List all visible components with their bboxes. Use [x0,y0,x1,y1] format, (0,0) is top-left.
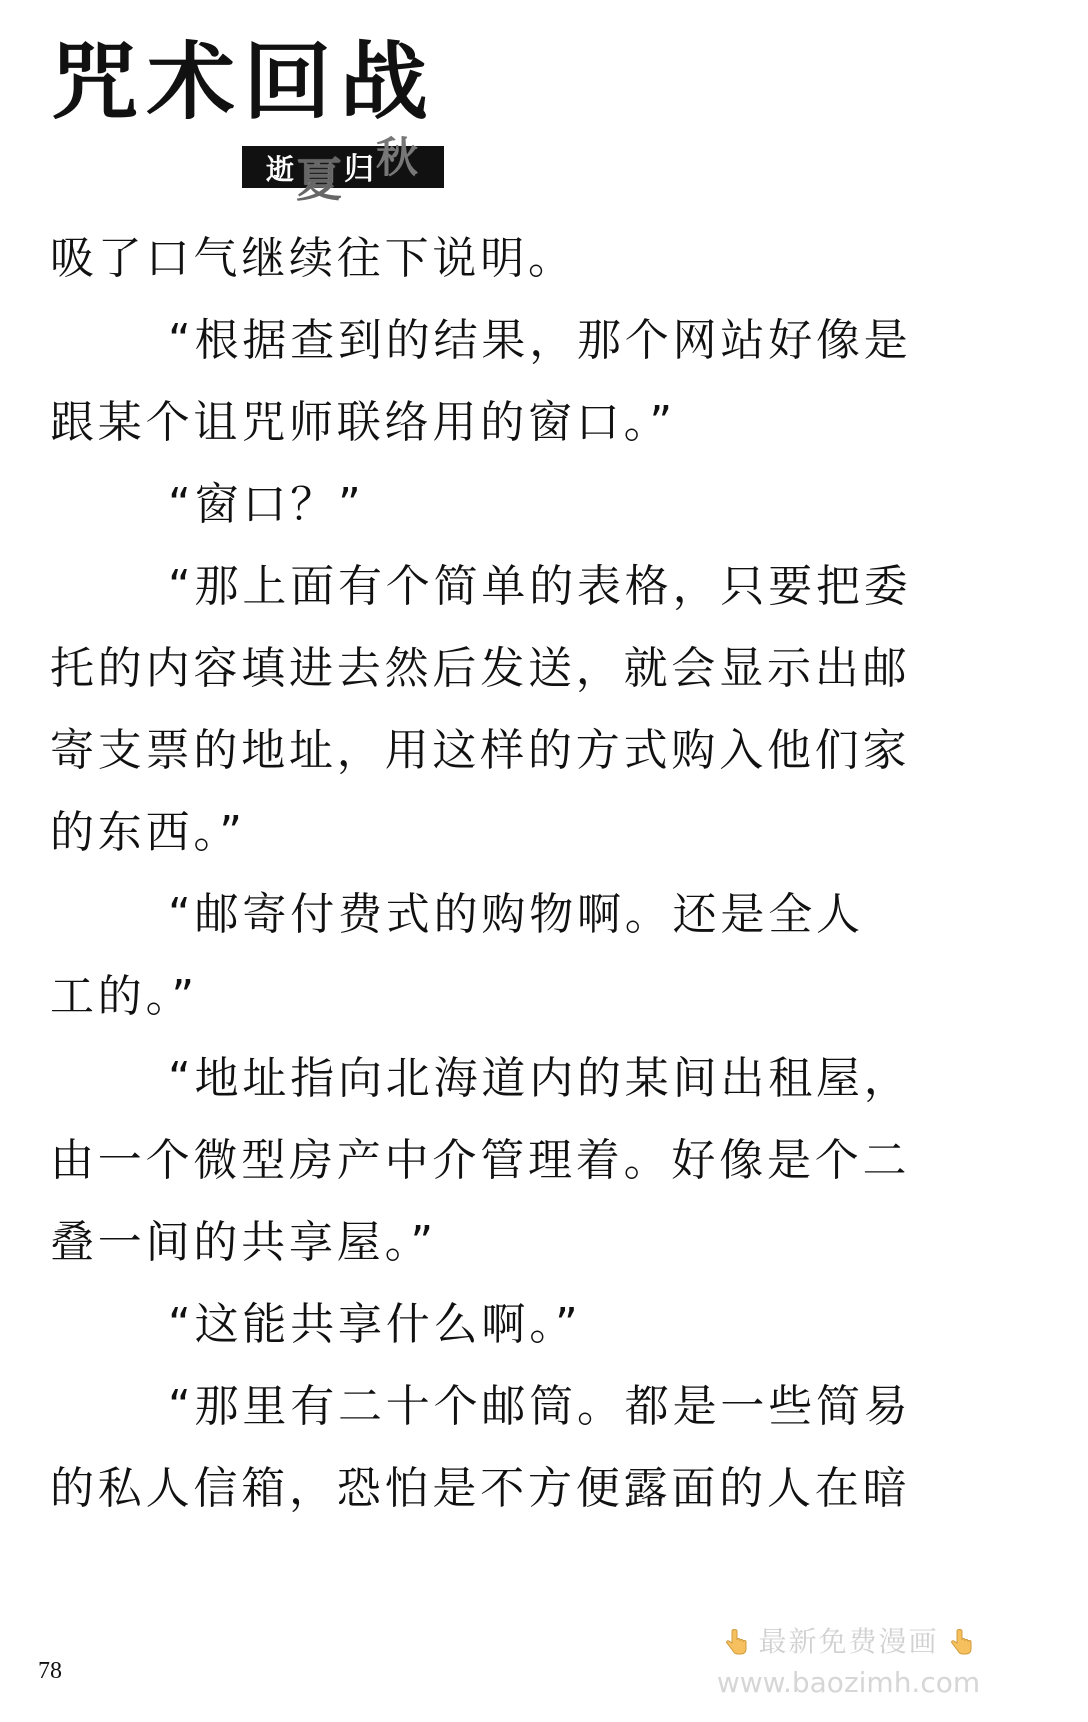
subtitle-char-1: 逝 [266,152,297,186]
text-line: 托的内容填进去然后发送，就会显示出邮 [50,643,911,694]
text-line: “窗口？” [168,479,365,530]
subtitle-char-3: 归 [344,151,377,187]
text-line: 吸了口气继续往下说明。 [50,233,576,284]
text-line: 寄支票的地址，用这样的方式购入他们家 [50,725,911,776]
text-line: “地址指向北海道内的某间出租屋， [168,1053,912,1104]
text-line: “这能共享什么啊。” [168,1299,582,1350]
text-line: “邮寄付费式的购物啊。还是全人 [168,889,864,940]
page-text [50,218,1040,1530]
text-line: “那上面有个简单的表格，只要把委 [168,561,912,612]
watermark-url: www.baozimh.com [716,1666,981,1699]
watermark [706,1620,991,1710]
book-subtitle-logo [242,132,444,207]
text-line: 工的。” [50,971,198,1022]
text-line: 由一个微型房产中介管理着。好像是个二 [50,1135,911,1186]
watermark-line-1 [706,1620,991,1660]
text-line: “那里有二十个邮筒。都是一些简易 [168,1381,912,1432]
page-number: 78 [38,1658,62,1684]
pointing-hand-icon [949,1629,973,1657]
text-line: 的私人信箱，恐怕是不方便露面的人在暗 [50,1463,911,1514]
text-line: 叠一间的共享屋。” [50,1217,437,1268]
subtitle-char-2: 夏 [296,152,345,207]
text-line: 的东西。” [50,807,246,858]
subtitle-char-4: 秋 [376,132,421,182]
pointing-hand-icon [724,1629,748,1657]
text-line: “根据查到的结果，那个网站好像是 [168,315,912,366]
text-line: 跟某个诅咒师联络用的窗口。” [50,397,676,448]
book-header [50,32,500,210]
book-title-logo: 咒术回战 [50,32,437,131]
watermark-text: 最新免费漫画 [758,1625,939,1658]
